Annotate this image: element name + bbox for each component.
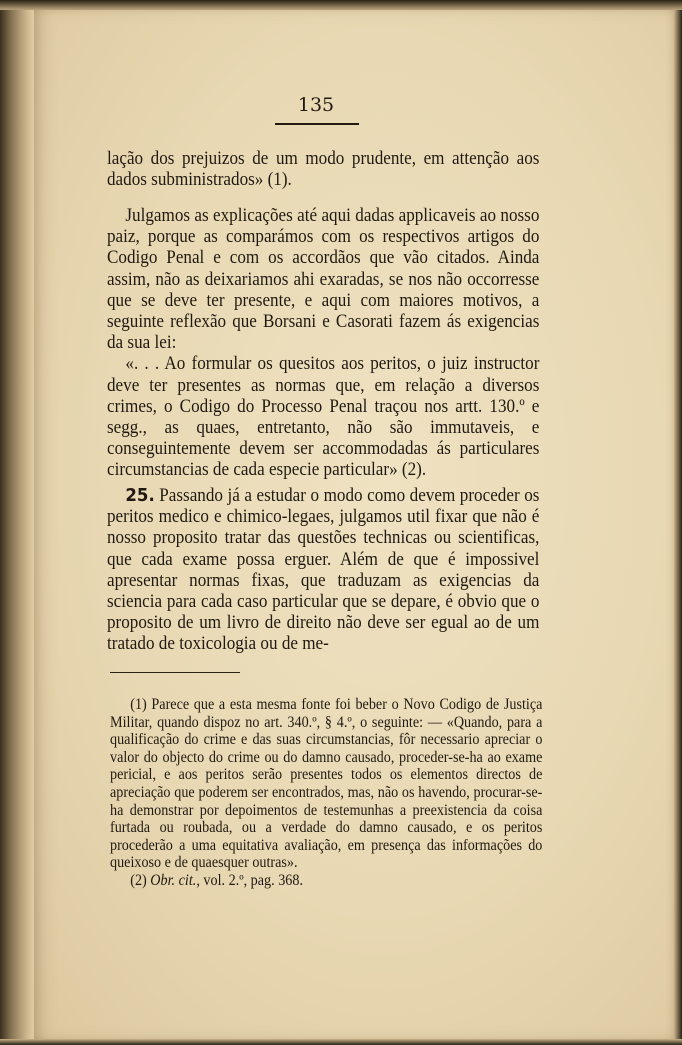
footnote-rule xyxy=(110,672,240,673)
paragraph-explanations xyxy=(107,205,539,481)
paragraph-text: Julgamos as explicações até aqui dadas applicaveis ao nosso paiz, porque as comparámos com os respectivos artigos do Codigo Penal e com os accordãos que vão citados. Ainda assim, não as deixariamos ahi exaradas, se nos não occorresse que se deve ter presente, e aqui com maiores motivos, a seguinte reflexão que Borsani e Casorati fazem ás exigencias da sua lei: xyxy=(107,205,540,354)
footnote-2-marker: (2) xyxy=(130,871,147,889)
page-edge-top xyxy=(0,0,682,10)
header-rule xyxy=(275,123,359,125)
section-number: 25. xyxy=(125,485,155,506)
page-edge-right xyxy=(674,0,682,1045)
footnotes xyxy=(110,696,542,890)
paragraph-quote: «. . . Ao formular os quesitos aos peritos, o juiz instructor deve ter presentes as normas que, em relação a diversos crimes, o Codigo do Processo Penal traçou nos artt. 130.º e segg., as quaes, entretanto, não são immutaveis, e conseguintemente devem ser accommodadas ás particulares circumstancias de cada especie particular» (2). xyxy=(107,353,540,481)
section-25-paragraph xyxy=(107,485,539,655)
page-number: 135 xyxy=(297,94,335,116)
page-edge-bottom xyxy=(0,1039,682,1045)
footnote-2-reference: vol. 2.º, pag. 368. xyxy=(203,871,303,889)
footnote-2-citation: Obr. cit., xyxy=(150,871,200,889)
section-text: Passando já a estudar o modo como devem proceder os peritos medico e chimico-legaes, julgamos util fixar que não é nosso proposito tratar das questões technicas ou scientificas, que cada exame possa erguer. Além de que é impossivel apresentar normas fixas, que traduzam as exigencias da sciencia para cada caso particular que se depare, é obvio que o proposito de um livro de direito não deve ser egual ao de um tratado de toxicologia ou de me- xyxy=(107,485,540,655)
footnote-2 xyxy=(110,872,542,890)
paragraph-continuation: lação dos prejuizos de um modo prudente, em attenção aos dados subministrados» (1). xyxy=(107,148,540,191)
book-gutter xyxy=(0,0,34,1045)
footnote-1: (1) Parece que a esta mesma fonte foi beber o Novo Codigo de Justiça Militar, quando dispoz no art. 340.º, § 4.º, o seguinte: — «Quando, para a qualificação do crime e das suas circumstancias, fôr necessario apreciar o valor do objecto do crime ou do damno causado, proceder-se-ha ao exame pericial, e aos peritos serão presentes todos os elementos directos de apreciação que poderem ser encontrados, mas, não os havendo, procurar-se-ha demonstrar por depoimentos de testemunhas a preexistencia da coisa furtada ou roubada, ou a verdade do damno causado, e os peritos procederão a uma equitativa avaliação, em presença das informações do queixoso e de quaesquer outras». xyxy=(110,696,543,872)
